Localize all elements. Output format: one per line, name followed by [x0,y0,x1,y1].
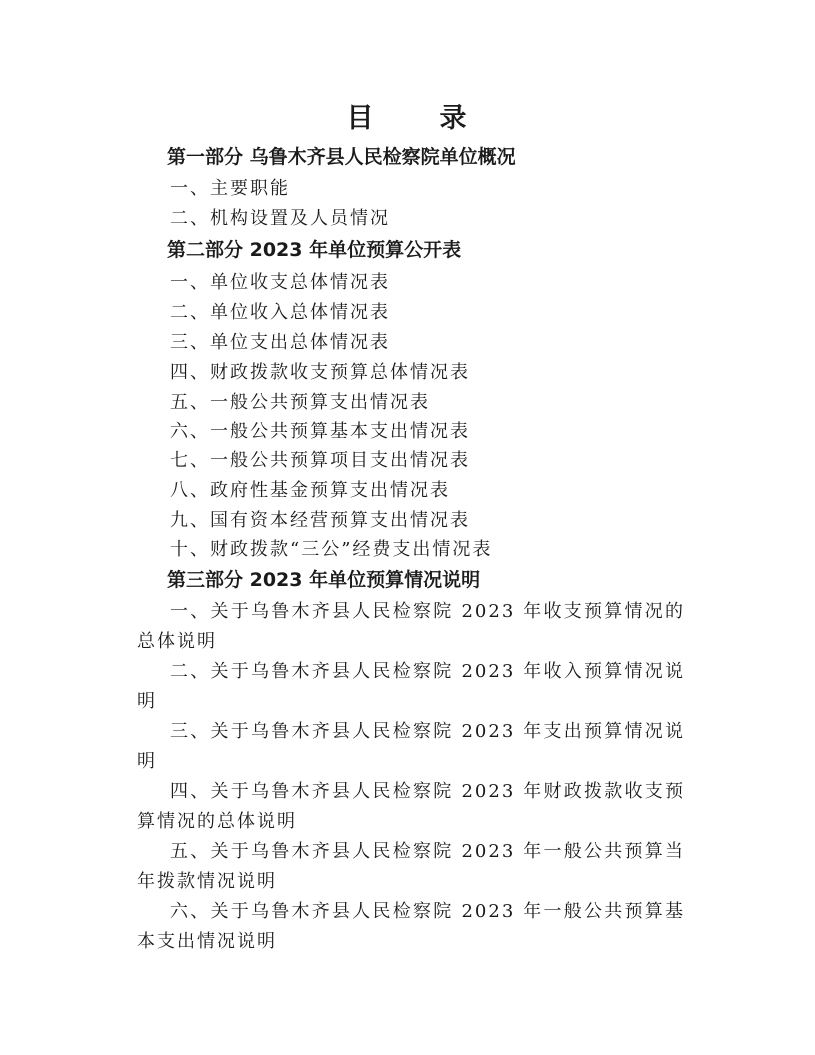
title-char-1: 目 [346,103,376,134]
part2-item: 三、单位支出总体情况表 [170,332,390,353]
part3-item: 五、关于乌鲁木齐县人民检察院 2023 年一般公共预算当年拨款情况说明 [137,841,685,892]
part1-heading: 第一部分 乌鲁木齐县人民检察院单位概况 [167,146,516,168]
part2-item: 七、一般公共预算项目支出情况表 [170,450,470,471]
part2-item: 九、国有资本经营预算支出情况表 [170,510,470,531]
part2-item: 八、政府性基金预算支出情况表 [170,480,450,501]
part3-item: 三、关于乌鲁木齐县人民检察院 2023 年支出预算情况说明 [137,721,685,772]
part3-item: 四、关于乌鲁木齐县人民检察院 2023 年财政拨款收支预算情况的总体说明 [137,781,685,832]
part3-heading: 第三部分 2023 年单位预算情况说明 [167,569,481,591]
part2-item: 五、一般公共预算支出情况表 [170,392,430,413]
part3-item: 六、关于乌鲁木齐县人民检察院 2023 年一般公共预算基本支出情况说明 [137,901,685,952]
page-title [0,96,815,135]
part3-item: 二、关于乌鲁木齐县人民检察院 2023 年收入预算情况说明 [137,661,685,712]
part1-item: 二、机构设置及人员情况 [170,208,390,229]
part2-item: 二、单位收入总体情况表 [170,302,390,323]
part2-item: 一、单位收支总体情况表 [170,272,390,293]
part2-heading: 第二部分 2023 年单位预算公开表 [167,239,462,261]
part3-item: 一、关于乌鲁木齐县人民检察院 2023 年收支预算情况的总体说明 [137,601,685,652]
part2-item: 四、财政拨款收支预算总体情况表 [170,362,470,383]
part1-item: 一、主要职能 [170,178,290,199]
title-char-2: 录 [439,103,469,134]
part2-item: 十、财政拨款“三公”经费支出情况表 [170,539,493,560]
part2-item: 六、一般公共预算基本支出情况表 [170,421,470,442]
